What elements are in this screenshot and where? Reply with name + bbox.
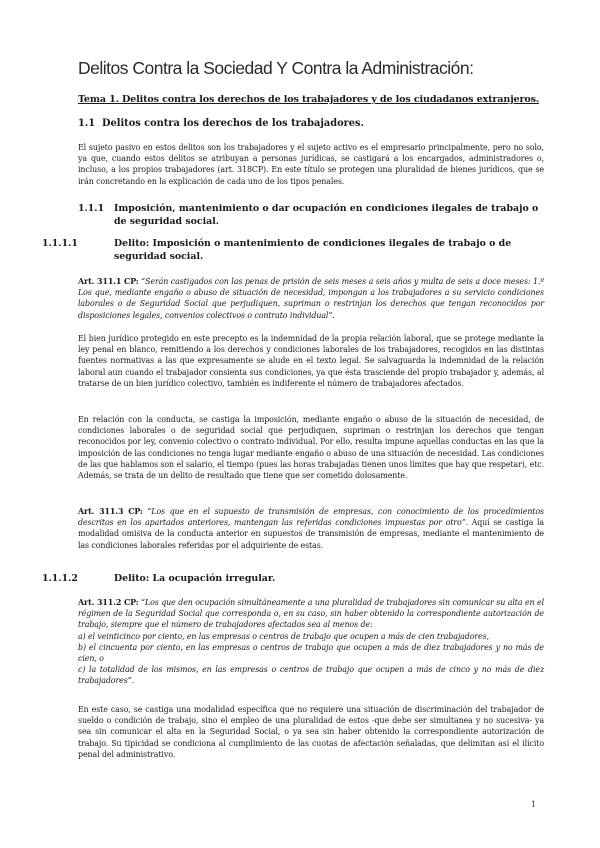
tema-heading-block bbox=[78, 94, 544, 105]
paragraph: El bien jurídico protegido en este precepto es la indemnidad de la propia relación laboral, que se protege mediante la ley penal en blanco, remitiendo a los derechos y condiciones laborales de los trabajadores, recogidos en las distintas fuentes normativas a las que expresamente se alude en el texto legal. Se salvaguarda la indemnidad de la relación laboral aun cuando el trabajador consienta sus condiciones, ya que ésta trasciende del propio trabajador y, además, al tratarse de un bien jurídico colectivo, también es indiferente el número de trabajadores afectados. bbox=[78, 334, 544, 388]
article-paragraph bbox=[78, 276, 544, 321]
article-quote: “Los que den ocupación simultáneamente a una pluralidad de trabajadores sin comunicar su alta en el régimen de la Seguridad Social que corresponda o, en su caso, sin haber obtenido la correspondiente autorización de trabajo, siempre que el número de trabajadores afectados sea al menos de: bbox=[78, 598, 544, 630]
article-item-a: a) el veinticinco por ciento, en las empresas o centros de trabajo que ocupen a más de cien trabajadores, bbox=[78, 631, 489, 641]
document-title: Delitos Contra la Sociedad Y Contra la Administración: bbox=[78, 58, 474, 78]
subsection-number: 1.1.1 bbox=[78, 203, 105, 214]
article-quote: “Los que en el supuesto de transmisión de empresas, con conocimiento de los procedimientos descritos en los apartados anteriores, mantengan las referidas condiciones impuestas por otro”. bbox=[78, 507, 544, 528]
paragraph: En este caso, se castiga una modalidad específica que no requiere una situación de discriminación del trabajador de sueldo o condición de trabajo, sino el empleo de una pluralidad de estos -que debe ser simultanea y no sucesiva- ya sea sin comunicar el alta en la Seguridad Social, o ya sea sin haber obtenido la correspondiente autorización de trabajo. Su tipicidad se condiciona al cumplimiento de las cuotas de afectación señaladas, que delimitan así el ilícito penal del administrativo. bbox=[78, 705, 544, 759]
article-label: Art. 311.1 CP: bbox=[78, 277, 139, 286]
paragraph-bien-juridico bbox=[78, 333, 544, 389]
article-311-3 bbox=[78, 506, 544, 551]
subsection-title: Imposición, mantenimiento o dar ocupación en condiciones ilegales de trabajo o de seguridad social. bbox=[114, 203, 539, 227]
subsubsection-heading bbox=[42, 572, 544, 585]
subsubsection-heading bbox=[42, 237, 544, 263]
tema-heading: Tema 1. Delitos contra los derechos de los trabajadores y de los ciudadanos extranjeros. bbox=[78, 94, 540, 105]
article-label: Art. 311.2 CP: bbox=[78, 598, 139, 607]
subsection-heading bbox=[78, 202, 544, 228]
subsubsection-title: Delito: La ocupación irregular. bbox=[114, 573, 276, 584]
subsubsection-number: 1.1.1.1 bbox=[42, 238, 78, 249]
page-number: 1 bbox=[531, 800, 537, 809]
article-item-b: b) el cincuenta por ciento, en las empresas o centros de trabajo que ocupen a más de diez trabajadores y no más de cien, o bbox=[78, 642, 544, 664]
article-quote: “Serán castigados con las penas de prisión de seis meses a seis años y multa de seis a doce meses: 1.º Los que, mediante engaño o abuso de situación de necesidad, impongan a los trabajadores a su servicio condiciones laborales o de Seguridad Social que perjudiquen, supriman o restrinjan los derechos que tengan reconocidos por disposiciones legales, convenios colectivos o contrato individual”. bbox=[78, 277, 544, 320]
section-1-1-1 bbox=[78, 202, 544, 228]
article-item-c: c) la totalidad de los mismos, en las empresas o centros de trabajo que ocupen a más de cinco y no más de diez trabajadores”. bbox=[78, 665, 544, 686]
section-1-1 bbox=[78, 118, 544, 129]
paragraph-conducta bbox=[78, 414, 544, 481]
article-311-2 bbox=[78, 597, 544, 687]
article-311-1 bbox=[78, 276, 544, 321]
article-paragraph bbox=[78, 506, 544, 551]
paragraph-ocupacion bbox=[78, 704, 544, 760]
paragraph-intro bbox=[78, 142, 544, 187]
article-paragraph bbox=[78, 597, 544, 631]
subsubsection-number: 1.1.1.2 bbox=[42, 573, 78, 584]
subsubsection-title: Delito: Imposición o mantenimiento de condiciones ilegales de trabajo o de seguridad social. bbox=[114, 238, 512, 262]
section-1-1-1-2 bbox=[42, 572, 544, 585]
article-label: Art. 311.3 CP: bbox=[78, 507, 143, 516]
section-title: Delitos contra los derechos de los trabajadores. bbox=[102, 118, 364, 129]
article-commentary: Aquí se castiga la modalidad omisiva de la conducta anterior en supuestos de transmisión de empresas, mediante el mantenimiento de las condiciones laborales referidas por el adquiriente de estas. bbox=[78, 518, 544, 550]
section-heading bbox=[78, 118, 544, 129]
section-1-1-1-1 bbox=[42, 237, 544, 263]
paragraph: El sujeto pasivo en estos delitos son los trabajadores y el sujeto activo es el empresario principalmente, pero no solo, ya que, cuando estos delitos se atribuyan a personas jurídicas, se castigará a los encargados, administradores o, incluso, a los propios trabajadores (art. 318CP). En este título se protegen una pluralidad de bienes jurídicos, que se irán concretando en la explicación de cada uno de los tipos penales. bbox=[78, 143, 544, 186]
section-number: 1.1 bbox=[78, 118, 96, 129]
paragraph: En relación con la conducta, se castiga la imposición, mediante engaño o abuso de la situación de necesidad, de condiciones laborales o de seguridad social que perjudiquen, supriman o restrinjan los derechos que tengan reconocidos por ley, convenio colectivo o contrato individual. Por ello, resulta impune aquellas conductas en las que la imposición de las condiciones no tenga lugar mediante engaño o abuso de una situación de necesidad. Las condiciones de las que hablamos son el salario, el tiempo (pues las horas trabajadas tienen unos límites que hay que respetar), etc. Además, se trata de un delito de resultado que tiene que ser cometido dolosamente. bbox=[78, 415, 544, 481]
